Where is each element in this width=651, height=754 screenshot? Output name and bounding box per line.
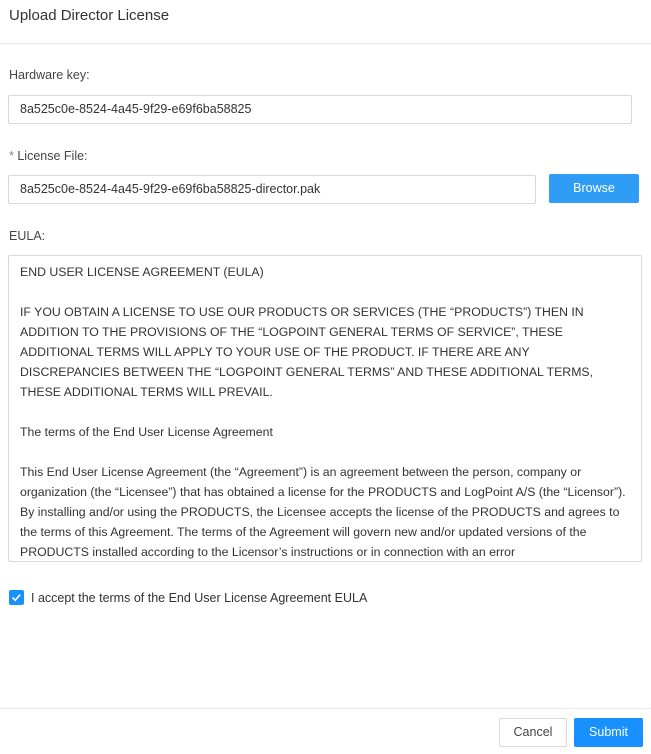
eula-textarea[interactable] xyxy=(8,255,642,562)
dialog-title: Upload Director License xyxy=(9,7,170,24)
check-icon xyxy=(9,590,24,605)
footer-divider xyxy=(0,708,651,709)
hardware-key-label: Hardware key: xyxy=(9,68,90,82)
license-file-label xyxy=(9,149,88,163)
submit-button[interactable]: Submit xyxy=(574,718,643,747)
eula-paragraph: The terms of the End User License Agreement xyxy=(20,425,273,439)
eula-paragraph: This End User License Agreement (the “Agreement”) is an agreement between the person, company or organization (the “Licensee”) that has obtained a license for the PRODUCTS and LogPoint A/S (the “Licensor”). By installing and/or using the PRODUCTS, the Licensee accepts the license of the PRODUCTS and agrees to the terms of this Agreement. The terms of the Agreement will govern new and/or updated versions of the PRODUCTS installed according to the Licensor’s instructions or in connection with an error xyxy=(20,465,626,559)
eula-label: EULA: xyxy=(9,229,46,243)
license-file-input[interactable]: 8a525c0e-8524-4a45-9f29-e69f6ba58825-director.pak xyxy=(8,175,536,204)
header-divider xyxy=(0,43,651,44)
eula-paragraph: IF YOU OBTAIN A LICENSE TO USE OUR PRODUCTS OR SERVICES (THE “PRODUCTS”) THEN IN ADDITION TO THE PROVISIONS OF THE “LOGPOINT GENERAL TERMS OF SERVICE”, THESE ADDITIONAL TERMS WILL APPLY TO YOUR USE OF THE PRODUCT. IF THERE ARE ANY DISCREPANCIES BETWEEN THE “LOGPOINT GENERAL TERMS” AND THESE ADDITIONAL TERMS, THESE ADDITIONAL TERMS WILL PREVAIL. xyxy=(20,305,594,399)
accept-checkbox[interactable] xyxy=(9,590,24,605)
browse-button[interactable]: Browse xyxy=(549,174,639,203)
license-file-label-text: License File: xyxy=(17,149,88,163)
eula-paragraph: END USER LICENSE AGREEMENT (EULA) xyxy=(20,265,264,279)
hardware-key-input[interactable]: 8a525c0e-8524-4a45-9f29-e69f6ba58825 xyxy=(8,95,632,124)
cancel-button[interactable]: Cancel xyxy=(499,718,567,747)
accept-label[interactable]: I accept the terms of the End User License Agreement EULA xyxy=(31,591,368,605)
required-mark: * xyxy=(9,149,14,163)
